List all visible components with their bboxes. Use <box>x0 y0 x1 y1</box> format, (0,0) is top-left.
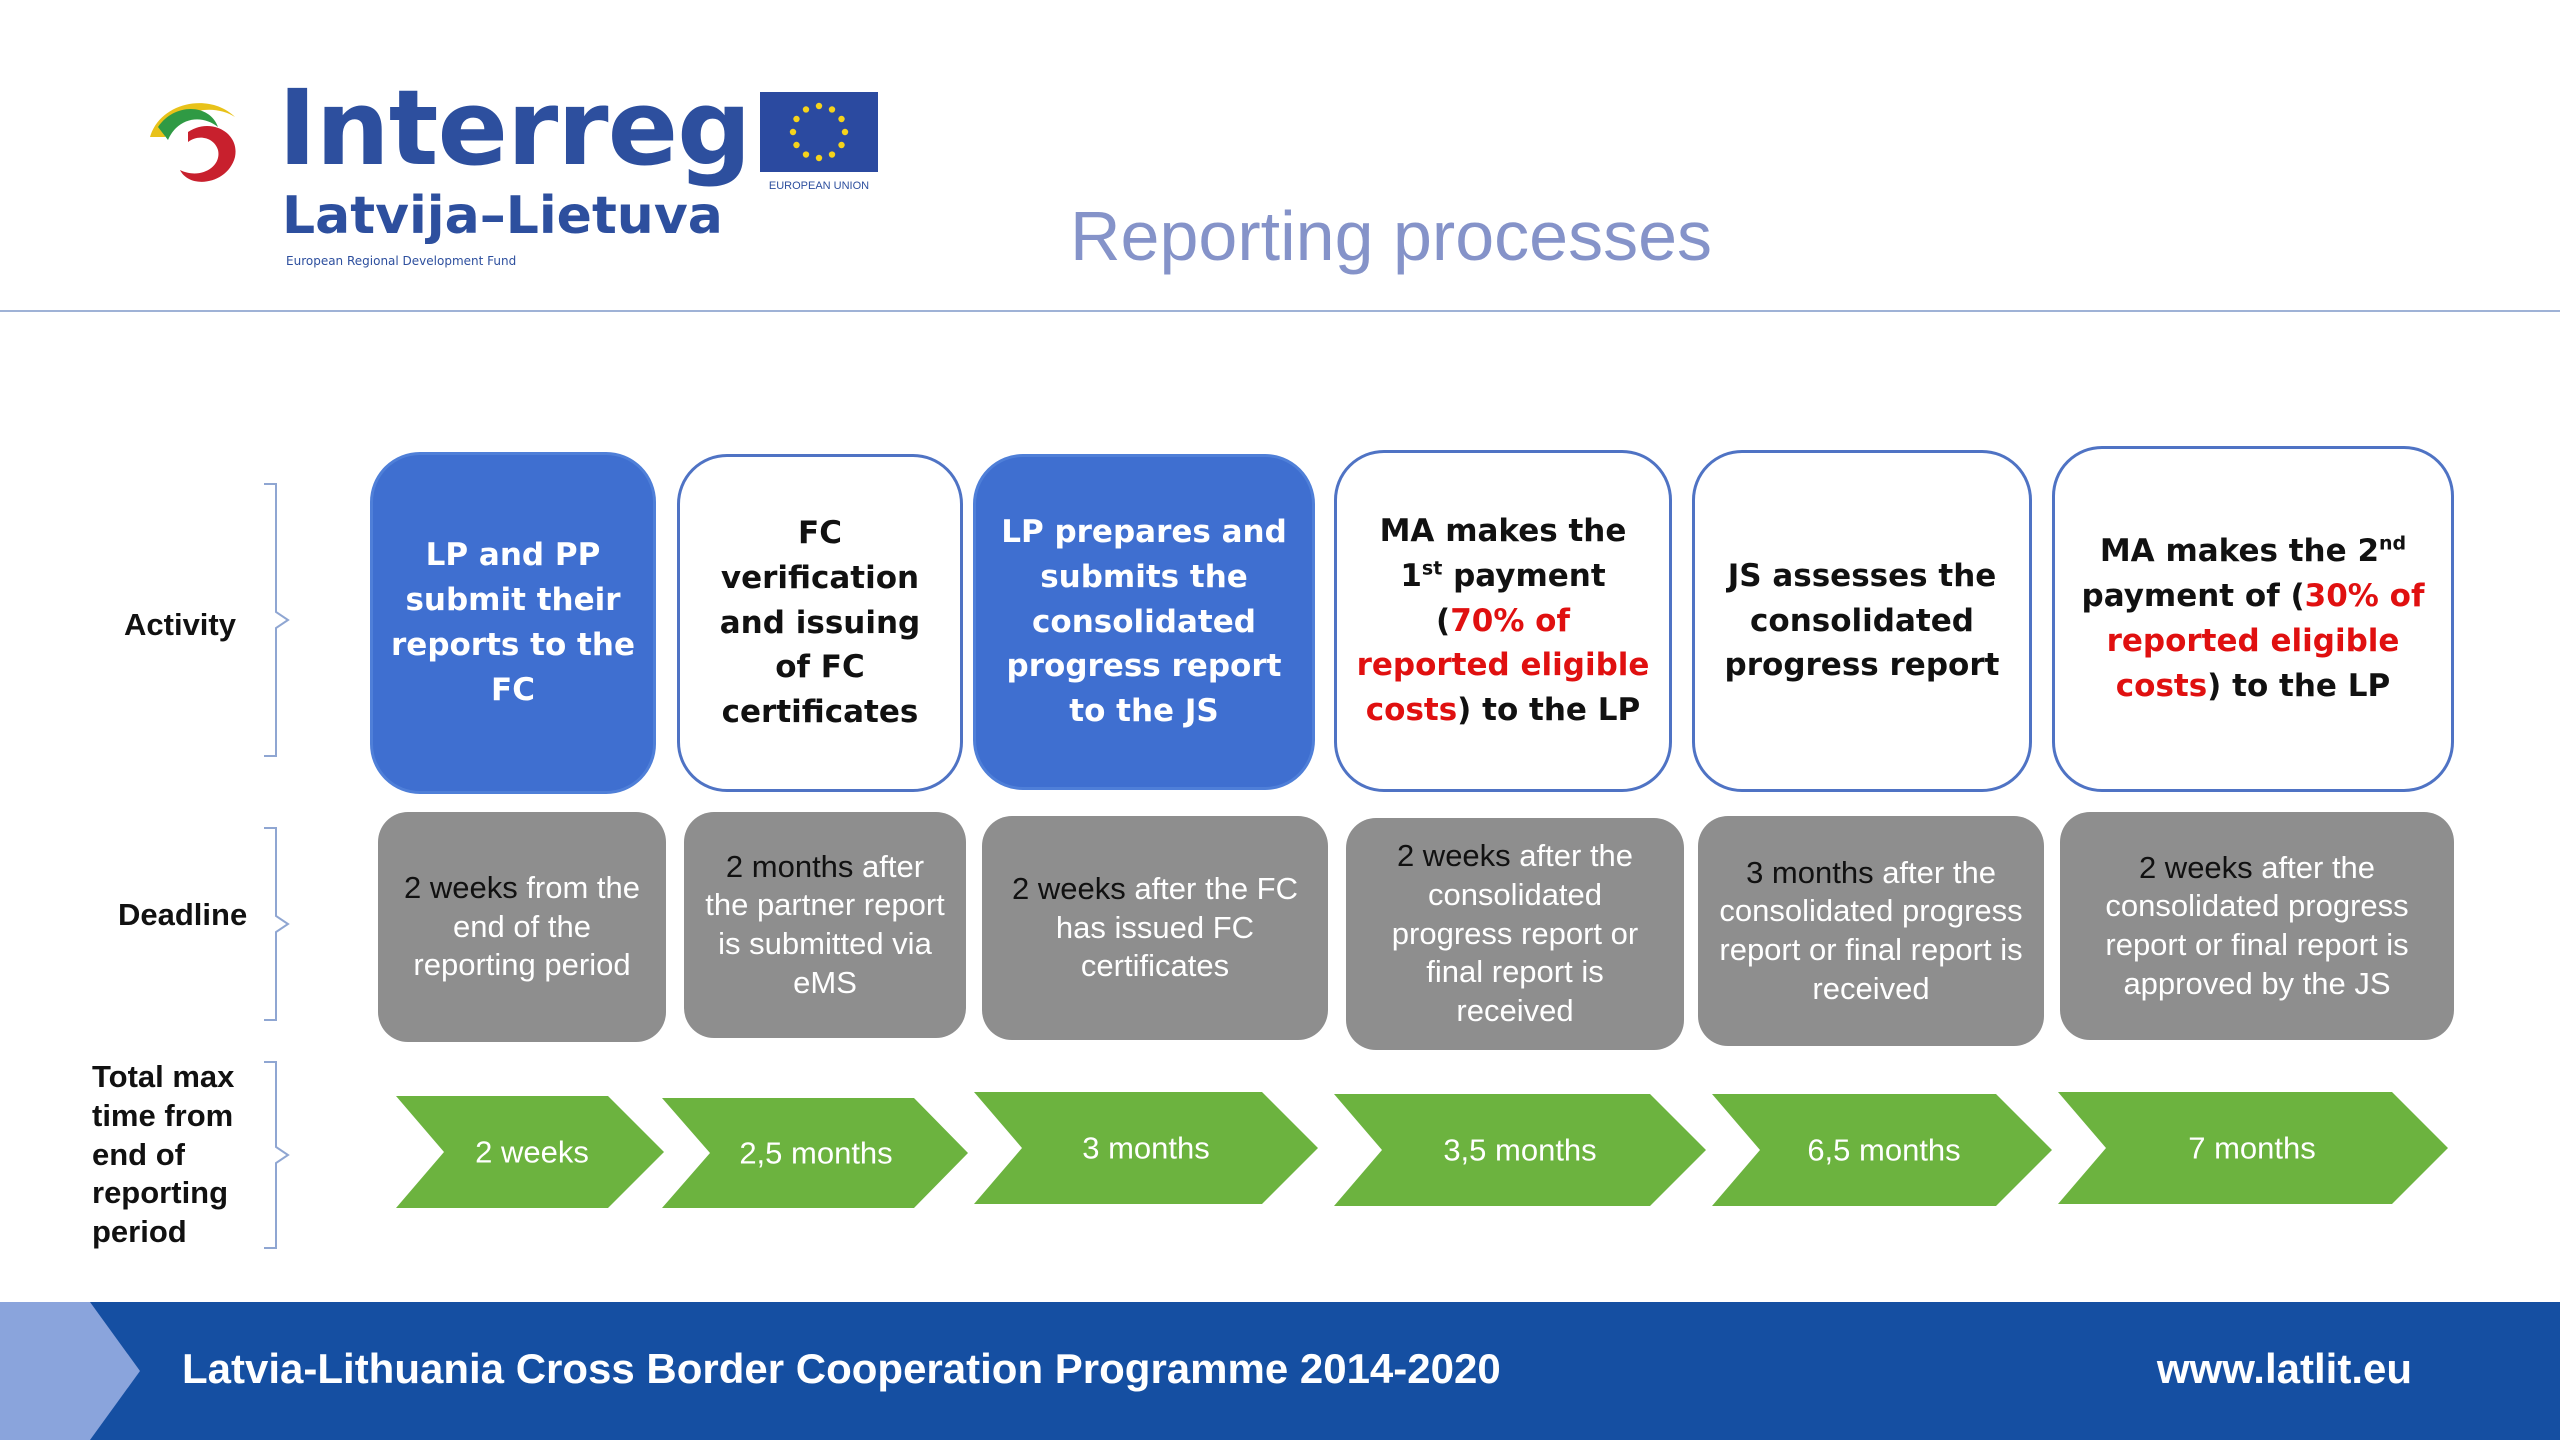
deadline-condition: after the consolidated progress report or final report is received <box>1719 854 2023 1006</box>
total-time-arrow <box>2058 1092 2448 1204</box>
ordinal-suffix: st <box>1421 557 1443 580</box>
activity-text: LP prepares and submits the consolidated progress report to the JS <box>1001 513 1287 730</box>
footer-website-link[interactable]: www.latlit.eu <box>2156 1345 2412 1392</box>
activity-box <box>1334 450 1672 792</box>
row-label-deadline: Deadline <box>118 897 248 932</box>
deadline-condition: after the partner report is submitted via eMS <box>705 848 945 1000</box>
total-time-label: 3,5 months <box>1443 1132 1597 1168</box>
eu-star-icon <box>829 106 835 112</box>
eu-label: EUROPEAN UNION <box>768 180 870 192</box>
total-time-arrow <box>662 1098 968 1208</box>
interreg-swirl-logo-icon <box>140 92 250 192</box>
highlight-percentage: 70% of reported eligible costs <box>1356 602 1650 729</box>
eu-star-icon <box>816 155 822 161</box>
eu-star-icon <box>803 106 809 112</box>
activity-box <box>370 452 656 794</box>
deadline-condition: after the consolidated progress report or final report is approved by the JS <box>2105 849 2409 1001</box>
deadline-duration: 2 months <box>725 848 854 884</box>
total-time-label: 6,5 months <box>1807 1132 1961 1168</box>
eu-star-icon <box>829 151 835 157</box>
deadline-duration: 2 weeks <box>1011 870 1126 906</box>
deadline-condition: after the FC has issued FC certificates <box>1055 870 1299 984</box>
deadline-text <box>1716 854 2026 1009</box>
deadline-box <box>982 816 1328 1040</box>
row-label-total-line: Total max <box>92 1059 235 1094</box>
deadline-text <box>1000 870 1310 986</box>
eu-flag-icon <box>760 92 878 172</box>
deadline-condition: after the consolidated progress report or final report is received <box>1391 838 1639 1029</box>
interreg-logo <box>140 67 900 280</box>
activity-text: JS assesses the consolidated progress report <box>1724 557 2000 684</box>
activity-text: LP and PP submit their reports to the FC <box>391 537 635 708</box>
eu-star-icon <box>816 103 822 109</box>
row-label-total-line: reporting <box>92 1175 229 1211</box>
header-divider <box>0 310 2560 312</box>
total-time-arrow <box>1334 1094 1706 1206</box>
footer-programme: Latvia-Lithuania Cross Border Cooperation Programme 2014-2020 <box>182 1345 1501 1392</box>
eu-star-icon <box>838 116 844 122</box>
row-label-total-line: time from <box>92 1097 234 1133</box>
activity-box <box>973 454 1315 790</box>
activity-text-part: ) to the LP <box>2207 667 2391 704</box>
total-time-arrow <box>974 1092 1318 1204</box>
activity-brace <box>262 482 292 758</box>
eu-star-icon <box>842 129 848 135</box>
ordinal-suffix: nd <box>2379 532 2407 555</box>
eu-star-icon <box>803 151 809 157</box>
eu-star-icon <box>838 142 844 148</box>
brand-subtitle: Latvija–Lietuva <box>282 186 723 246</box>
activity-box <box>677 454 963 792</box>
deadline-text <box>702 848 948 1003</box>
activity-text <box>1355 509 1651 734</box>
activity-text-part: payment ( <box>1436 557 1606 639</box>
row-label-total-line: end of <box>92 1136 185 1172</box>
eu-star-icon <box>790 129 796 135</box>
activity-box <box>1692 450 2032 792</box>
deadline-box <box>684 812 966 1038</box>
eu-star-icon <box>793 116 799 122</box>
total-time-label: 3 months <box>1082 1130 1210 1166</box>
brand-fund: European Regional Development Fund <box>286 254 517 268</box>
deadline-box <box>1346 818 1684 1050</box>
deadline-text <box>2078 849 2436 1004</box>
deadline-box <box>2060 812 2454 1040</box>
row-label-total <box>92 1058 234 1252</box>
activity-text <box>2073 529 2433 709</box>
row-label-activity: Activity <box>124 607 236 642</box>
deadline-duration: 2 weeks <box>1396 838 1511 874</box>
eu-star-icon <box>793 142 799 148</box>
activity-text-part: ) to the LP <box>1457 692 1641 729</box>
activity-text-part: MA makes the 2 <box>2099 533 2380 570</box>
page-title: Reporting processes <box>1070 197 1712 275</box>
deadline-text <box>1364 837 1666 1031</box>
deadline-condition: from the end of the reporting period <box>413 869 641 983</box>
footer-chevron-icon <box>0 1302 140 1440</box>
total-time-label: 7 months <box>2188 1130 2316 1166</box>
total-time-arrow <box>396 1096 664 1208</box>
deadline-text <box>396 869 648 985</box>
deadline-box <box>1698 816 2044 1046</box>
row-label-total-line: period <box>92 1214 187 1249</box>
activity-text: FC verification and issuing of FC certificates <box>719 514 921 731</box>
deadline-box <box>378 812 666 1042</box>
deadline-duration: 3 months <box>1746 854 1874 890</box>
activity-text-part: payment of ( <box>2081 578 2305 615</box>
total-time-label: 2 weeks <box>475 1134 589 1170</box>
highlight-percentage: 30% of reported eligible costs <box>2106 578 2425 704</box>
total-time-arrow <box>1712 1094 2052 1206</box>
deadline-duration: 2 weeks <box>403 869 518 905</box>
total-time-label: 2,5 months <box>739 1135 893 1171</box>
activity-text-part: MA makes the 1 <box>1379 512 1627 594</box>
deadline-duration: 2 weeks <box>2138 849 2253 885</box>
brand-name: Interreg <box>278 67 751 189</box>
deadline-brace <box>262 826 292 1022</box>
total-brace <box>262 1060 292 1250</box>
activity-box <box>2052 446 2454 792</box>
